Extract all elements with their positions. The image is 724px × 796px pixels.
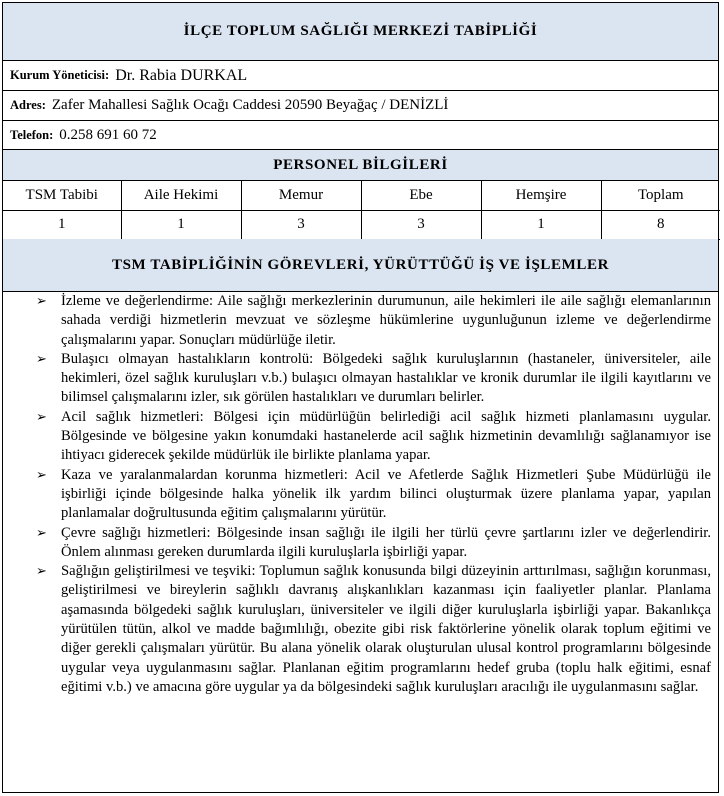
duties-list	[3, 292, 718, 697]
manager-row	[3, 61, 718, 91]
column-header: TSM Tabibi	[3, 181, 121, 210]
page-title: İLÇE TOPLUM SAĞLIĞI MERKEZİ TABİPLİĞİ	[183, 23, 538, 39]
manager-value: Dr. Rabia DURKAL	[115, 66, 248, 84]
list-item	[3, 524, 718, 563]
column-header: Aile Hekimi	[121, 181, 241, 210]
phone-row	[3, 121, 718, 150]
column-header: Toplam	[601, 181, 720, 210]
duties-band	[3, 239, 718, 292]
list-item-text: İzleme ve değerlendirme: Aile sağlığı merkezlerinin durumunun, aile hekimleri ile aile sağlığı elemanlarının sahada verdiği hizmetlerin mevzuat ve sözleşme hükümlerine uygunluğunun izleme ve değerlendirme çalışmalarını yapar. Sonuçları müdürlüğe iletir.	[61, 293, 711, 348]
arrowhead-bullet-icon: ➢	[36, 351, 47, 367]
arrowhead-bullet-icon: ➢	[36, 525, 47, 541]
manager-label: Kurum Yöneticisi:	[10, 68, 110, 82]
address-row	[3, 91, 718, 121]
column-header: Ebe	[361, 181, 481, 210]
arrowhead-bullet-icon: ➢	[36, 294, 47, 309]
arrowhead-bullet-icon: ➢	[36, 467, 47, 483]
table-cell: 3	[361, 210, 481, 239]
personnel-header-row	[3, 181, 720, 210]
duties-title: TSM TABİPLİĞİNİN GÖREVLERİ, YÜRÜTTÜĞÜ İŞ VE İŞLEMLER	[112, 256, 609, 273]
table-cell: 3	[241, 210, 361, 239]
list-item	[3, 466, 718, 524]
phone-label: Telefon:	[10, 127, 54, 142]
personnel-values-row	[3, 210, 720, 239]
list-item-text: Çevre sağlığı hizmetleri: Bölgesinde insan sağlığı ile ilgili her türlü çevre şartlarını izler ve değerlendirir. Önlem alınması gereken durumlarda ilgili kuruluşlarla işbirliği yapar.	[61, 524, 711, 560]
list-item-text: Sağlığın geliştirilmesi ve teşviki: Toplumun sağlık konusunda bilgi düzeyinin arttırılması, sağlığın korunması, geliştirilmesi ve bireylerin sağlıklı davranış alışkanlıkları kazanması için faaliyetler planlar. Planlama aşamasında bölgedeki sağlık kuruluşları, üniversiteler ve ilgili diğer kuruluşlarla işbirliği yapar. Bakanlıkça yürütülen tütün, alkol ve madde bağımlılığı, obezite gibi risk faktörlerine yönelik olarak toplum eğitimi ve diğer gerekli çalışmaları yürütür. Bu alana yönelik olarak oluşturulan ulusal kontrol programlarını bölgesinde uygular veya uygulanmasını sağlar. Planlanan eğitim programlarını hedef gruba (toplu halk eğitimi, esnaf eğitimi v.b.) ve amacına göre uygular ya da bölgesindeki sağlık kuruluşları aracılığı ile uygulanmasını sağlar.	[61, 563, 711, 695]
personnel-table	[3, 181, 720, 240]
column-header: Memur	[241, 181, 361, 210]
list-item	[3, 350, 718, 408]
table-cell: 1	[121, 210, 241, 239]
column-header: Hemşire	[481, 181, 601, 210]
list-item-text: Bulaşıcı olmayan hastalıkların kontrolü: Bölgedeki sağlık kuruluşlarının (hastaneler, üniversiteler, aile hekimleri, özel sağlık kuruluşları v.b.) bulaşıcı olmayan hastalıklar ve kronik durumlar ile ilgili kayıtlarını ve bilimsel çalışmalarını izler, sık görülen hastalıkları ve durumları belirler.	[61, 350, 711, 406]
table-cell: 8	[601, 210, 720, 239]
document-page	[2, 2, 719, 793]
address-value: Zafer Mahallesi Sağlık Ocağı Caddesi 20590 Beyağaç / DENİZLİ	[51, 97, 449, 113]
header-band	[3, 3, 718, 61]
table-cell: 1	[481, 210, 601, 239]
table-cell: 1	[3, 210, 121, 239]
personnel-band	[3, 150, 718, 181]
arrowhead-bullet-icon: ➢	[36, 564, 47, 580]
list-item	[3, 408, 718, 466]
personnel-title: PERSONEL BİLGİLERİ	[273, 156, 448, 173]
list-item-text: Kaza ve yaralanmalardan korunma hizmetleri: Acil ve Afetlerde Sağlık Hizmetleri Şube Müdürlüğü ile işbirliği içinde bölgesinde halka yönelik ilk yardım bilinci oluşturmak üzere planlama yapar, yapılan planlamalar doğrultusunda eğitim çalışmalarını yürütür.	[61, 466, 711, 522]
phone-value: 0.258 691 60 72	[59, 126, 157, 143]
address-label: Adres:	[10, 98, 46, 112]
list-item	[3, 292, 718, 350]
list-item-text: Acil sağlık hizmetleri: Bölgesi için müdürlüğün belirlediği acil sağlık hizmeti planlamasını uygular. Bölgesinde ve bölgesine yakın konumdaki hastanelerde acil sağlık hizmetinin devamlılığı sağlanamıyor ise ihtiyacı giderecek şekilde müdürlük ile birlikte planlama yapar.	[61, 408, 711, 464]
arrowhead-bullet-icon: ➢	[36, 409, 47, 425]
list-item	[3, 562, 718, 697]
